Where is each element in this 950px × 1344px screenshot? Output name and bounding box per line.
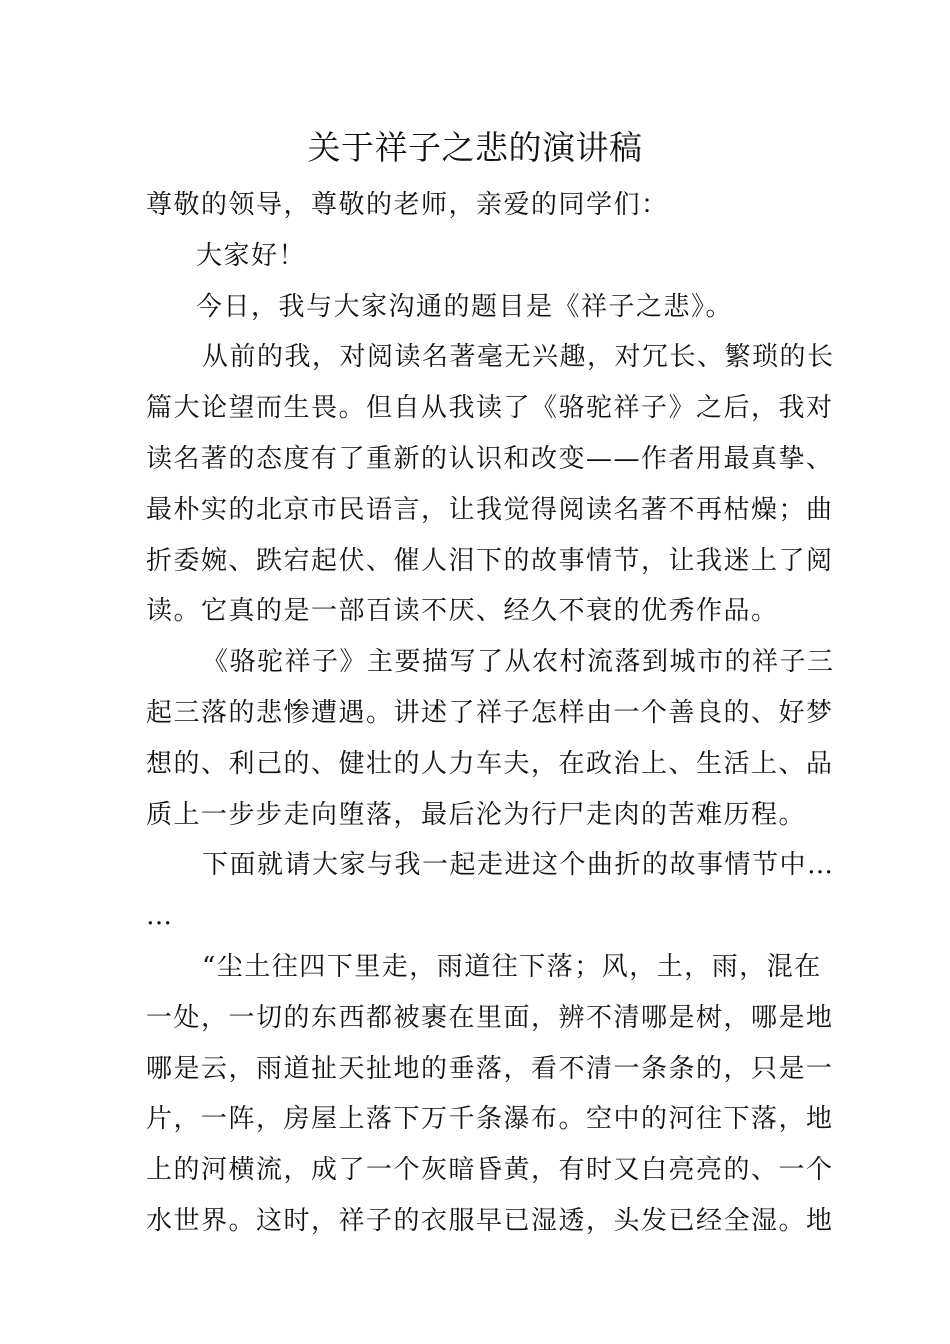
text-line: 读名著的态度有了重新的认识和改变——作者用最真挚、 bbox=[146, 443, 834, 474]
text-line: 尊敬的领导，尊敬的老师，亲爱的同学们： bbox=[146, 190, 669, 220]
salutation-paragraph bbox=[146, 180, 810, 231]
greeting-paragraph bbox=[146, 231, 810, 282]
text-line: 起三落的悲惨遭遇。讲述了祥子怎样由一个善良的、好梦 bbox=[146, 697, 834, 728]
text-line: 质上一步步走向堕落，最后沦为行尸走肉的苦难历程。 bbox=[146, 799, 807, 830]
text-line: 想的、利己的、健壮的人力车夫，在政治上、生活上、品 bbox=[146, 748, 834, 779]
text-line: 折委婉、跌宕起伏、催人泪下的故事情节，让我迷上了阅 bbox=[146, 545, 834, 576]
body-paragraph-quote bbox=[146, 942, 834, 1247]
text-line: 上的河横流，成了一个灰暗昏黄，有时又白亮亮的、一个 bbox=[146, 1155, 834, 1186]
body-paragraph-transition bbox=[146, 840, 835, 942]
text-line: “尘土往四下里走，雨道往下落；风，土，雨，混在 bbox=[202, 951, 822, 982]
text-line: 最朴实的北京市民语言，让我觉得阅读名著不再枯燥；曲 bbox=[146, 494, 834, 525]
text-line: 水世界。这时，祥子的衣服早已湿透，头发已经全湿。地 bbox=[146, 1205, 834, 1236]
text-line: 一处，一切的东西都被裹在里面，辨不清哪是树，哪是地 bbox=[146, 1002, 834, 1033]
text-line: 篇大论望而生畏。但自从我读了《骆驼祥子》之后，我对 bbox=[146, 393, 834, 424]
text-line: 今日，我与大家沟通的题目是《祥子之悲》。 bbox=[196, 291, 734, 322]
body-paragraph-summary bbox=[146, 637, 835, 840]
text-line: 片，一阵，房屋上落下万千条瀑布。空中的河往下落，地 bbox=[146, 1104, 834, 1135]
text-line: 下面就请大家与我一起走进这个曲折的故事情节中… bbox=[202, 850, 835, 881]
text-line: 大家好！ bbox=[196, 240, 307, 271]
text-line: 哪是云，雨道扯天扯地的垂落，看不清一条条的，只是一 bbox=[146, 1053, 834, 1084]
text-line: 《骆驼祥子》主要描写了从农村流落到城市的祥子三 bbox=[202, 647, 835, 678]
document-body bbox=[146, 180, 835, 1247]
document-title: 关于祥子之悲的演讲稿 bbox=[307, 128, 643, 167]
text-line: 从前的我，对阅读名著毫无兴趣，对冗长、繁琐的长 bbox=[202, 342, 835, 373]
text-line: 读。它真的是一部百读不厌、经久不衰的优秀作品。 bbox=[146, 596, 779, 627]
text-line: … bbox=[146, 901, 174, 932]
body-paragraph-reading bbox=[146, 332, 835, 637]
topic-paragraph bbox=[146, 282, 810, 333]
